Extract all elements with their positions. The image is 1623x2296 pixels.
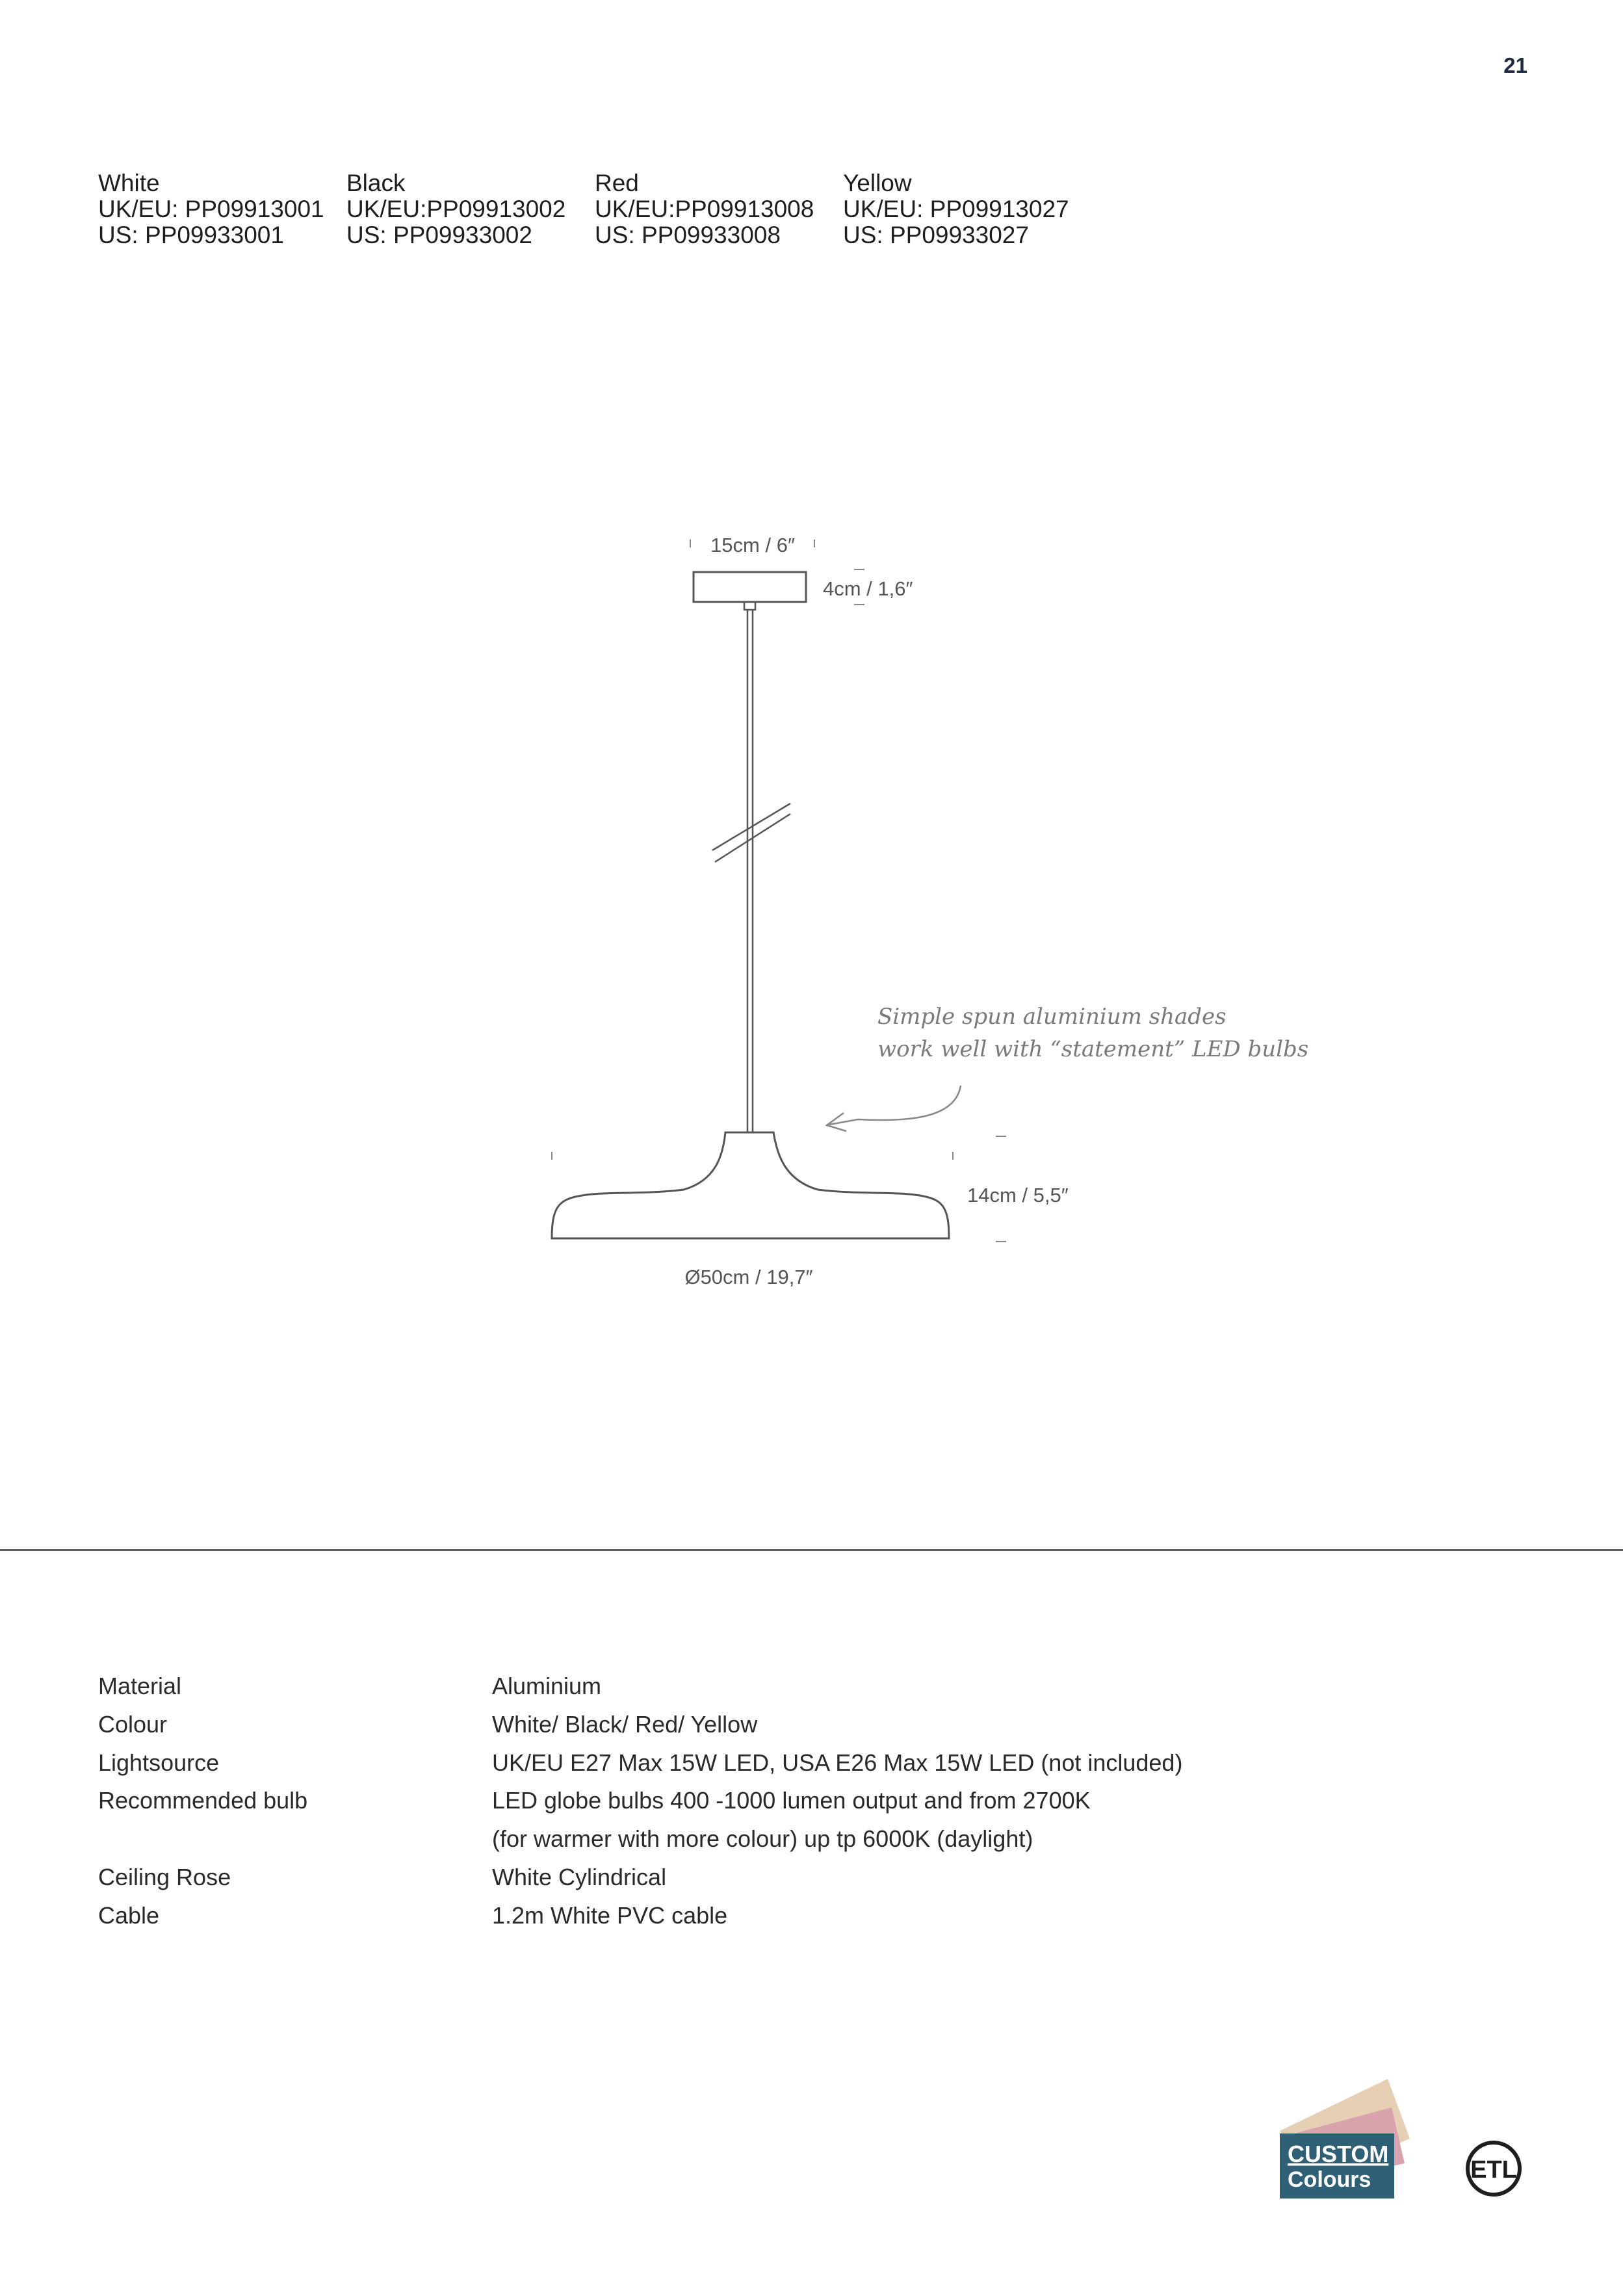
pendant-technical-drawing	[0, 507, 1623, 1326]
variant-us-code: US: PP09933027	[843, 222, 1029, 248]
spec-label: Colour	[98, 1711, 168, 1738]
variant-white	[98, 170, 345, 248]
variant-black	[346, 170, 593, 248]
custom-colours-badge	[1271, 2074, 1414, 2204]
spec-value: 1.2m White PVC cable	[492, 1902, 728, 1929]
badge-line-1: CUSTOM	[1288, 2141, 1389, 2167]
variant-ukeu-code: UK/EU:PP09913002	[346, 196, 566, 222]
spec-label: Ceiling Rose	[98, 1864, 231, 1890]
spec-value: UK/EU E27 Max 15W LED, USA E26 Max 15W LED (not included)	[492, 1749, 1183, 1776]
spec-value: White Cylindrical	[492, 1864, 667, 1890]
spec-value: LED globe bulbs 400 -1000 lumen output and from 2700K	[492, 1787, 1091, 1814]
etl-label: ETL	[1470, 2156, 1517, 2184]
spec-label: Material	[98, 1673, 182, 1699]
design-note-line-1: Simple spun aluminium shades	[877, 1004, 1227, 1030]
ceiling-rose	[694, 572, 806, 602]
variant-name: Black	[346, 170, 406, 196]
spec-label: Lightsource	[98, 1749, 220, 1776]
spec-label: Recommended bulb	[98, 1787, 308, 1814]
variant-name: Red	[595, 170, 639, 196]
page-number: 21	[1503, 53, 1527, 77]
pendant-shade	[552, 1132, 949, 1238]
etl-certification-icon	[1464, 2139, 1524, 2198]
variant-us-code: US: PP09933008	[595, 222, 781, 248]
shade-height-label: 14cm / 5,5″	[967, 1184, 1069, 1207]
rose-width-label: 15cm / 6″	[710, 534, 795, 556]
variant-ukeu-code: UK/EU:PP09913008	[595, 196, 814, 222]
variant-ukeu-code: UK/EU: PP09913001	[98, 196, 324, 222]
variant-red	[595, 170, 842, 248]
section-divider	[0, 1549, 1623, 1551]
spec-value: White/ Black/ Red/ Yellow	[492, 1711, 758, 1738]
variant-yellow	[843, 170, 1090, 248]
variant-name: White	[98, 170, 160, 196]
design-note-line-2: work well with “statement” LED bulbs	[877, 1036, 1309, 1062]
note-arrow	[829, 1086, 961, 1125]
shade-diameter-label: Ø50cm / 19,7″	[684, 1266, 813, 1288]
variant-ukeu-code: UK/EU: PP09913027	[843, 196, 1069, 222]
break-mark	[712, 803, 790, 850]
spec-label: Cable	[98, 1902, 160, 1929]
rose-height-label: 4cm / 1,6″	[823, 577, 913, 600]
variant-name: Yellow	[843, 170, 912, 196]
cable-grip	[744, 602, 755, 610]
spec-value: (for warmer with more colour) up tp 6000K (daylight)	[492, 1825, 1033, 1852]
variant-us-code: US: PP09933002	[346, 222, 532, 248]
badge-line-2: Colours	[1288, 2167, 1371, 2192]
spec-value: Aluminium	[492, 1673, 602, 1699]
variant-us-code: US: PP09933001	[98, 222, 284, 248]
